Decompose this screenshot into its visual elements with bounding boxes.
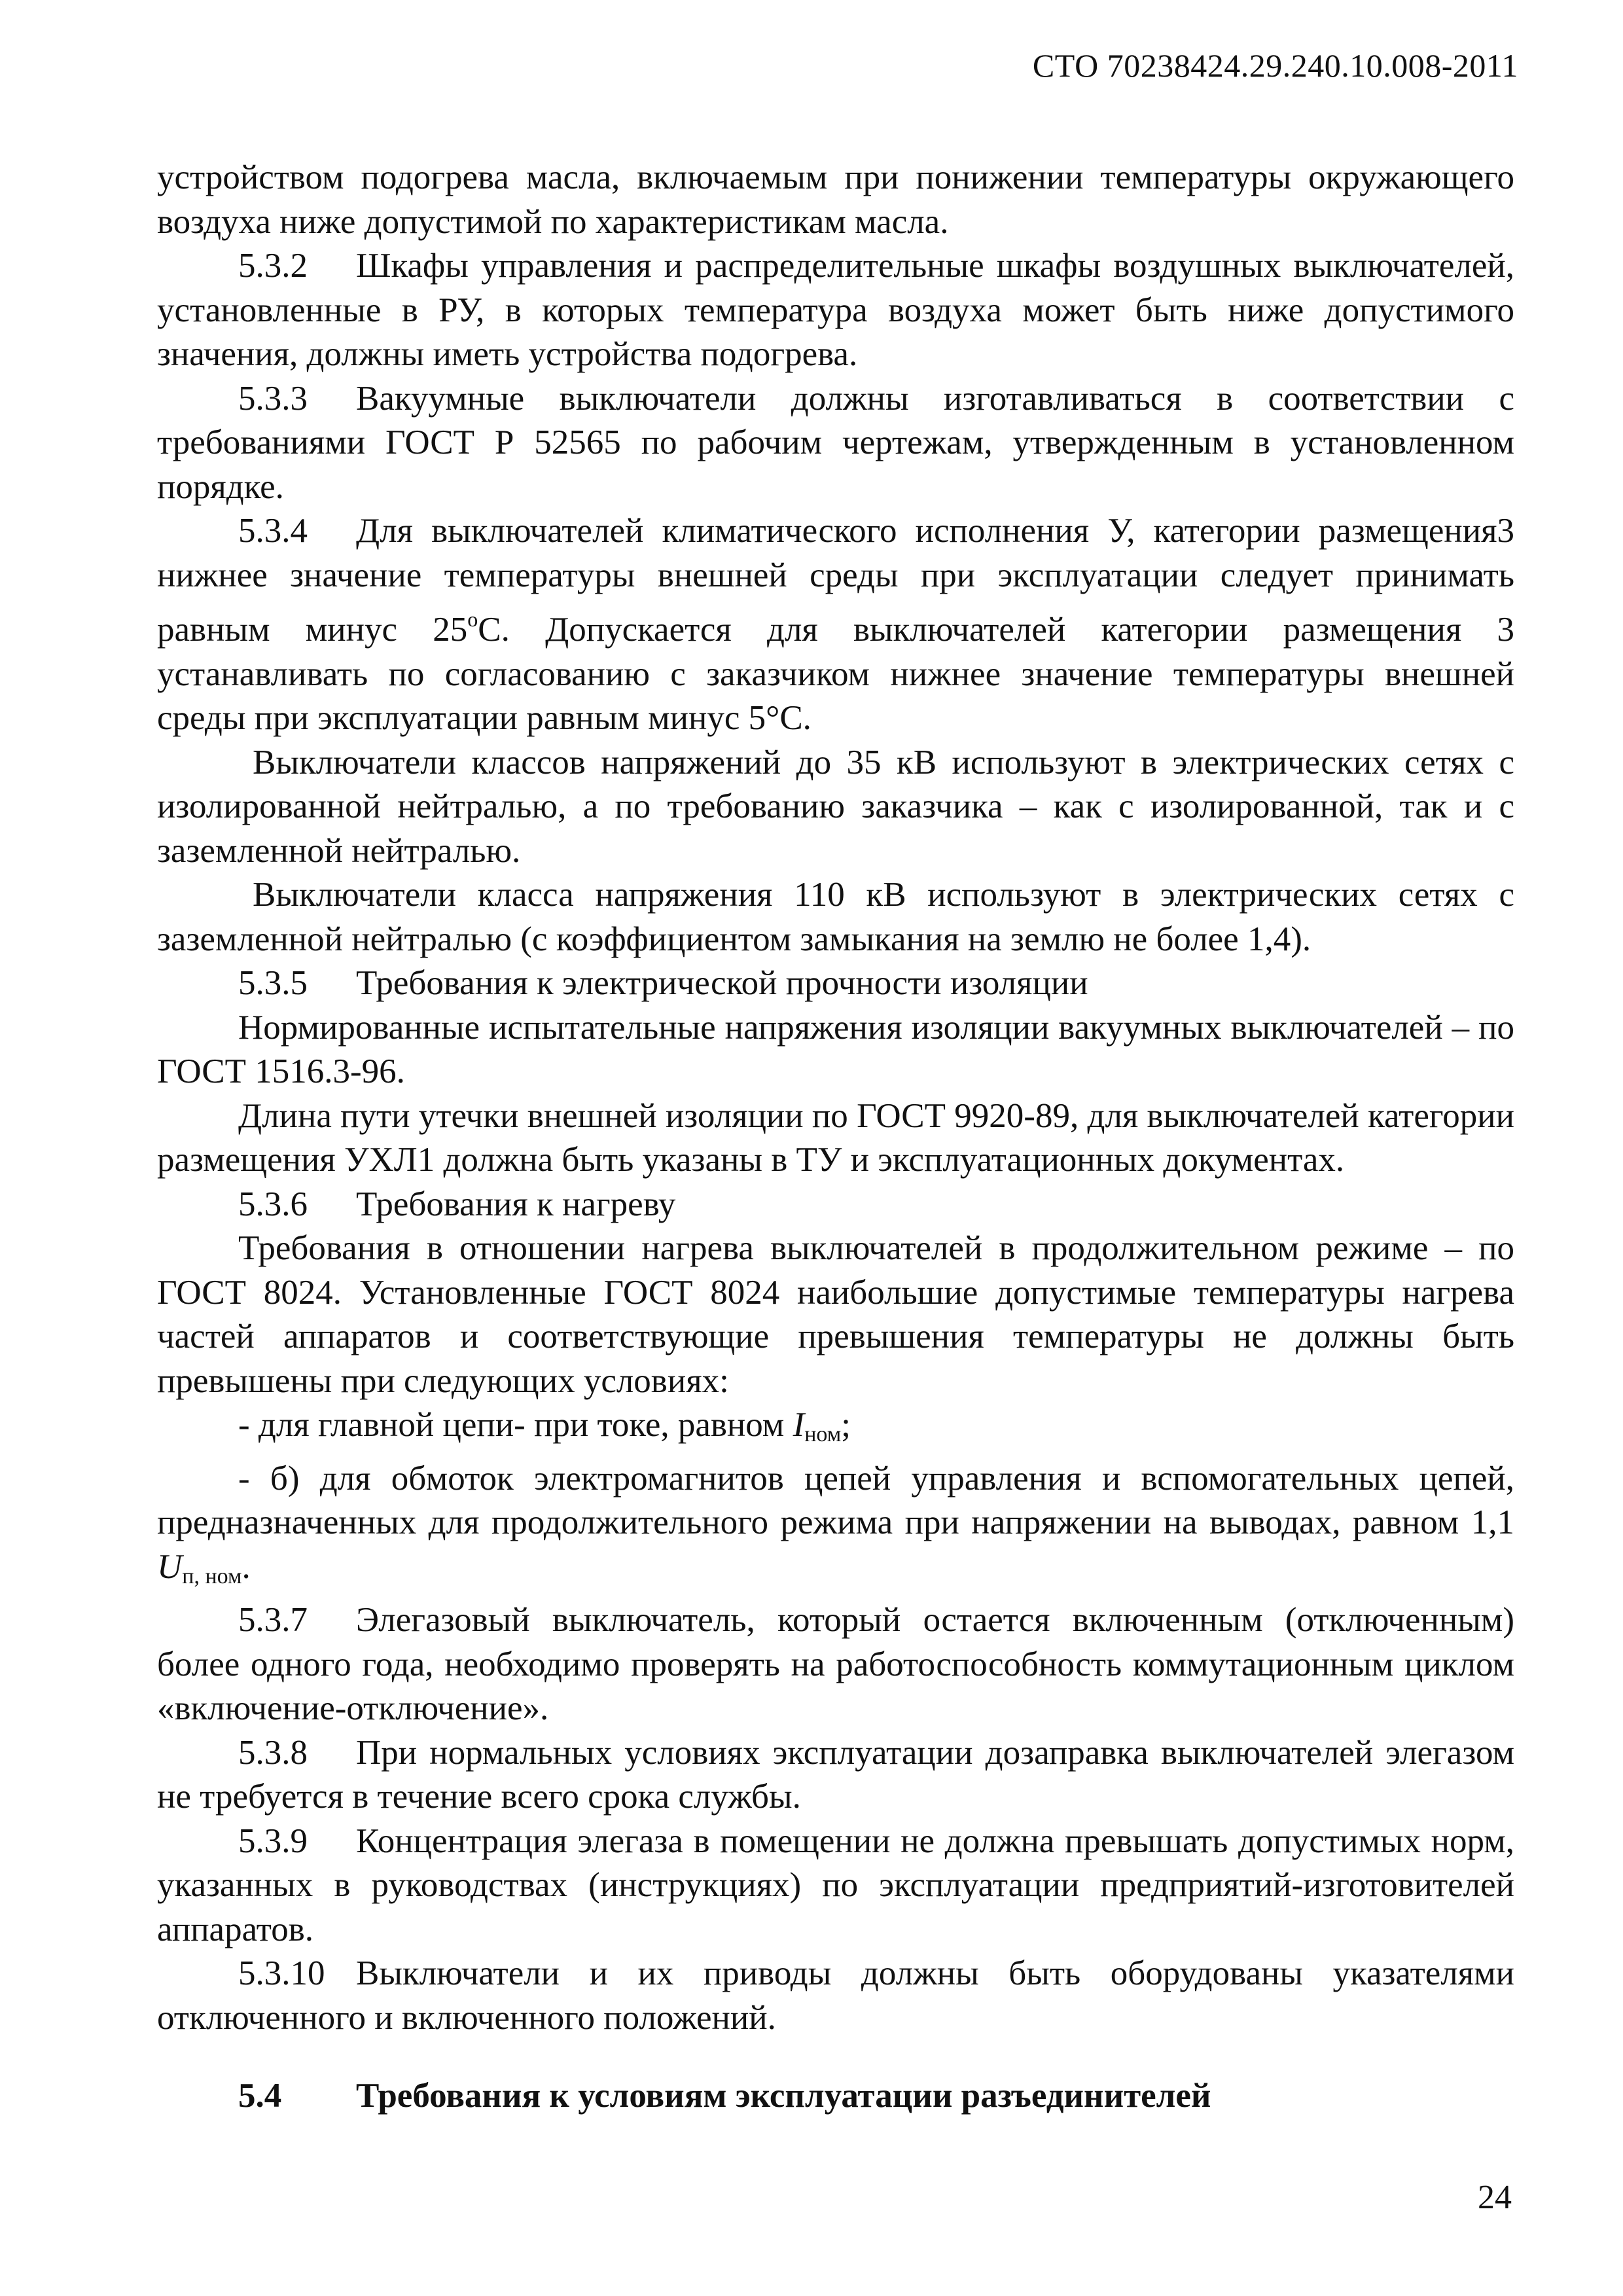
clause-number: 5.3.9: [238, 1821, 308, 1860]
page-number: 24: [1478, 2179, 1512, 2216]
clause-number: 5.3.7: [238, 1601, 308, 1639]
clause-number: 5.3.2: [238, 247, 308, 285]
paragraph-leakage-path: Длина пути утечки внешней изоляции по ГОСТ 9920-89, для выключателей категории размещения УХЛ1 должна быть указаны в ТУ и эксплуатационных документах.: [157, 1096, 1514, 1179]
paragraph-text: Вакуумные выключатели должны изготавливаться в соответствии с требованиями ГОСТ Р 52565 по рабочим чертежам, утвержденным в установленном порядке.: [157, 379, 1514, 506]
paragraph-text: Требования к нагреву: [356, 1185, 676, 1223]
paragraph-text: Шкафы управления и распределительные шкафы воздушных выключателей, установленные в РУ, в которых температура воздуха может быть ниже допустимого значения, должны иметь устройства подогрева.: [157, 247, 1514, 373]
paragraph-test-voltages: Нормированные испытательные напряжения изоляции вакуумных выключателей – по ГОСТ 1516.3-96.: [157, 1008, 1514, 1090]
paragraph-5-3-4: [157, 509, 1514, 741]
paragraph-voltage-110kv: Выключатели класса напряжения 110 кВ используют в электрических сетях с заземленной нейтралью (с коэффициентом замыкания на землю не более 1,4).: [157, 876, 1514, 958]
paragraph-text: Требования к электрической прочности изоляции: [356, 964, 1088, 1002]
paragraph-text-continued: С. Допускается для выключателей категории размещения 3 устанавливать по согласованию с заказчиком нижнее значение температуры внешней среды при эксплуатации равным минус 5°С.: [157, 611, 1514, 737]
voltage-symbol: U: [157, 1547, 183, 1586]
paragraph-5-3-3: [157, 377, 1514, 510]
section-heading-5-4: [157, 2074, 1514, 2119]
paragraph-voltage-35kv: Выключатели классов напряжений до 35 кВ используют в электрических сетях с изолированной нейтралью, а по требованию заказчика – как с изолированной, так и с заземленной нейтралью.: [157, 743, 1514, 870]
clause-number: 5.3.8: [238, 1733, 308, 1772]
document-body: [157, 156, 1514, 2119]
paragraph-heating-requirements: Требования в отношении нагрева выключателей в продолжительном режиме – по ГОСТ 8024. Установленные ГОСТ 8024 наибольшие допустимые температуры нагрева частей аппаратов и соответствующие превышения температуры не должны быть превышены при следующих условиях:: [157, 1229, 1514, 1400]
document-code-header: СТО 70238424.29.240.10.008-2011: [1032, 47, 1518, 84]
current-subscript: ном: [804, 1422, 842, 1446]
list-item-end: .: [241, 1547, 251, 1586]
paragraph-text: Элегазовый выключатель, который остается включенным (отключенным) более одного года, необходимо проверять на работоспособность коммутационным циклом «включение-отключение».: [157, 1601, 1514, 1727]
paragraph-continuation: устройством подогрева масла, включаемым при понижении температуры окружающего воздуха ниже допустимой по характеристикам масла.: [157, 158, 1514, 241]
paragraph-5-3-8: [157, 1731, 1514, 1820]
degree-superscript: о: [467, 607, 478, 631]
paragraph-5-3-5: [157, 961, 1514, 1006]
list-item-coil-circuits: [157, 1457, 1514, 1599]
paragraph-5-3-6: [157, 1183, 1514, 1227]
clause-number: 5.3.5: [238, 964, 308, 1002]
section-title: Требования к условиям эксплуатации разъединителей: [356, 2077, 1211, 2115]
paragraph-text: Концентрация элегаза в помещении не должна превышать допустимых норм, указанных в руководствах (инструкциях) по эксплуатации предприятий-изготовителей аппаратов.: [157, 1821, 1514, 1948]
clause-number: 5.3.10: [238, 1954, 325, 1992]
list-item-end: ;: [841, 1406, 851, 1444]
section-number: 5.4: [238, 2077, 282, 2115]
paragraph-5-3-2: [157, 244, 1514, 377]
clause-number: 5.3.4: [238, 512, 308, 550]
paragraph-5-3-7: [157, 1598, 1514, 1731]
clause-number: 5.3.6: [238, 1185, 308, 1223]
voltage-subscript: п, ном: [182, 1564, 242, 1588]
clause-number: 5.3.3: [238, 379, 308, 418]
current-symbol: I: [793, 1406, 805, 1444]
paragraph-text: Для выключателей климатического исполнения У, категории размещения3 нижнее значение температуры внешней среды при эксплуатации следует принимать равным минус 25: [157, 512, 1514, 649]
paragraph-5-3-10: [157, 1952, 1514, 2040]
paragraph-5-3-9: [157, 1820, 1514, 1952]
list-item-text: - б) для обмоток электромагнитов цепей управления и вспомогательных цепей, предназначенных для продолжительного режима при напряжении на выводах, равном 1,1: [157, 1459, 1514, 1541]
paragraph-text: Выключатели и их приводы должны быть оборудованы указателями отключенного и включенного положений.: [157, 1954, 1514, 2037]
list-item-main-circuit: [157, 1403, 1514, 1457]
list-item-text: - для главной цепи- при токе, равном: [238, 1406, 793, 1444]
paragraph-text: При нормальных условиях эксплуатации дозаправка выключателей элегазом не требуется в течение всего срока службы.: [157, 1733, 1514, 1816]
